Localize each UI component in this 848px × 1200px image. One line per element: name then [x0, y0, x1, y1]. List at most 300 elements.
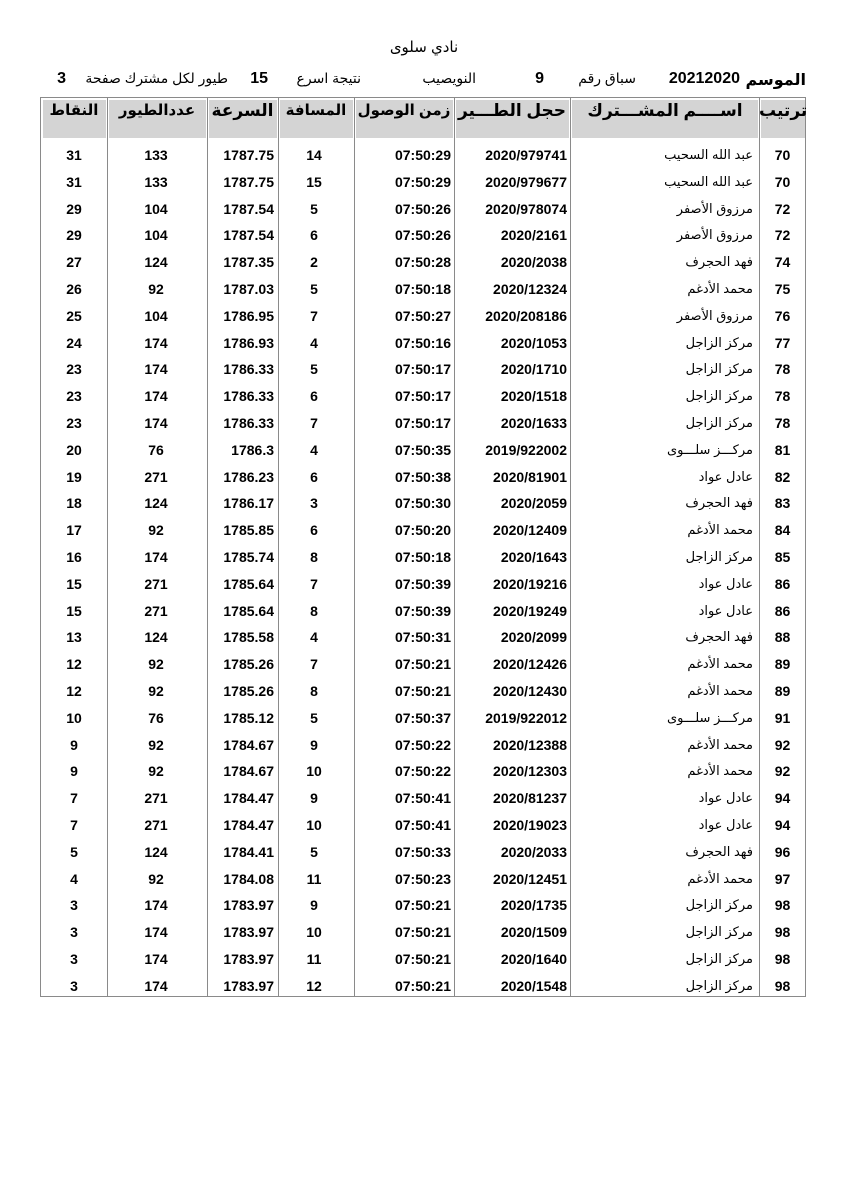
ring-number-cell: 2020/19249	[493, 602, 567, 619]
distance-cell: 8	[310, 602, 318, 619]
season-value: 20212020	[668, 70, 740, 87]
speed-cell: 1787.75	[223, 147, 274, 163]
member-name-cell: مرزوق الأصفر	[676, 227, 753, 243]
ring-number-cell: 2019/922002	[485, 441, 567, 458]
member-name-cell: عادل عواد	[698, 790, 753, 806]
arrival-time-cell: 07:50:17	[394, 388, 451, 405]
column-header-rank: ترتيب	[759, 101, 808, 120]
rank-cell: 91	[774, 709, 791, 726]
speed-cell: 1785.58	[223, 629, 274, 646]
speed-cell: 1786.23	[223, 468, 274, 485]
table-row	[41, 545, 807, 572]
speed-cell: 1785.26	[223, 656, 274, 673]
ring-number-cell: 2020/2033	[500, 843, 567, 860]
distance-cell: 7	[310, 575, 318, 592]
table-row	[41, 733, 807, 760]
speed-cell: 1787.54	[223, 227, 274, 244]
distance-cell: 4	[310, 334, 318, 351]
member-name-cell: مركـــز سلـــوى	[666, 441, 753, 457]
member-name-cell: عبد الله السحيب	[664, 173, 753, 189]
distance-cell: 6	[310, 227, 318, 244]
rank-cell: 81	[774, 441, 791, 458]
speed-cell: 1786.93	[223, 334, 274, 351]
speed-cell: 1784.08	[223, 870, 274, 887]
rank-cell: 72	[774, 200, 791, 217]
ring-number-cell: 2020/1710	[500, 361, 567, 378]
table-row	[41, 331, 807, 358]
column-header-ring: حجل الطـــير	[457, 101, 567, 120]
ring-number-cell: 2020/1518	[500, 388, 567, 405]
speed-cell: 1786.33	[223, 415, 274, 431]
race-name: النويصيب	[422, 70, 476, 86]
arrival-time-cell: 07:50:18	[394, 549, 451, 565]
member-name-cell: عادل عواد	[698, 602, 753, 618]
member-name-cell: فهد الحجرف	[685, 254, 753, 270]
distance-cell: 15	[306, 173, 322, 190]
race-number: 9	[535, 70, 544, 87]
ring-number-cell: 2020/208186	[485, 307, 567, 324]
rank-cell: 86	[774, 602, 791, 619]
speed-cell: 1785.85	[223, 522, 274, 539]
table-row	[41, 143, 807, 170]
distance-cell: 5	[310, 709, 318, 726]
ring-number-cell: 2020/2038	[500, 254, 567, 271]
ring-number-cell: 2019/922012	[485, 709, 567, 726]
rank-cell: 84	[774, 522, 791, 539]
table-row	[41, 625, 807, 652]
points-cell: 15	[66, 602, 82, 619]
member-name-cell: عادل عواد	[698, 468, 753, 484]
bird-count-cell: 104	[144, 227, 168, 244]
ring-number-cell: 2020/12303	[493, 763, 567, 780]
race-info-row	[40, 70, 806, 90]
points-cell: 4	[70, 870, 78, 887]
bird-count-cell: 174	[144, 415, 168, 431]
bird-count-cell: 124	[144, 254, 168, 271]
bird-count-cell: 124	[144, 495, 168, 512]
bird-count-cell: 124	[144, 629, 168, 646]
arrival-time-cell: 07:50:21	[394, 656, 451, 673]
speed-cell: 1787.03	[223, 281, 274, 297]
ring-number-cell: 2020/12426	[493, 656, 567, 673]
arrival-time-cell: 07:50:30	[394, 495, 451, 512]
column-header-member: اســــم المشـــترك	[587, 101, 743, 120]
member-name-cell: مرزوق الأصفر	[676, 307, 753, 323]
points-cell: 7	[70, 817, 78, 833]
arrival-time-cell: 07:50:27	[394, 307, 451, 324]
points-cell: 31	[66, 173, 82, 190]
ring-number-cell: 2020/19023	[493, 817, 567, 833]
table-row	[41, 679, 807, 706]
distance-cell: 10	[306, 924, 322, 941]
points-cell: 15	[66, 575, 82, 592]
distance-cell: 12	[306, 977, 322, 994]
distance-cell: 5	[310, 361, 318, 378]
points-cell: 23	[66, 361, 82, 378]
arrival-time-cell: 07:50:28	[394, 254, 451, 271]
member-name-cell: مركز الزاجل	[685, 415, 753, 430]
rank-cell: 94	[774, 817, 791, 833]
points-cell: 29	[66, 200, 82, 217]
rank-cell: 82	[774, 468, 791, 485]
points-cell: 26	[66, 281, 82, 297]
arrival-time-cell: 07:50:16	[394, 334, 451, 351]
member-name-cell: محمد الأدغم	[687, 656, 753, 672]
speed-cell: 1786.3	[231, 441, 274, 458]
member-name-cell: محمد الأدغم	[687, 522, 753, 538]
table-row	[41, 813, 807, 840]
table-row	[41, 170, 807, 197]
distance-cell: 7	[310, 656, 318, 673]
arrival-time-cell: 07:50:39	[394, 575, 451, 592]
points-cell: 13	[66, 629, 82, 646]
speed-cell: 1784.47	[223, 817, 274, 833]
arrival-time-cell: 07:50:20	[394, 522, 451, 539]
ring-number-cell: 2020/1643	[500, 549, 567, 565]
member-name-cell: مركـــز سلـــوى	[666, 709, 753, 725]
arrival-time-cell: 07:50:26	[394, 227, 451, 244]
bird-count-cell: 133	[144, 147, 168, 163]
points-cell: 9	[70, 763, 78, 780]
rank-cell: 94	[774, 790, 791, 807]
rank-cell: 98	[774, 924, 791, 941]
member-name-cell: مركز الزاجل	[685, 924, 753, 940]
arrival-time-cell: 07:50:41	[394, 817, 451, 833]
ring-number-cell: 2020/979677	[485, 173, 567, 190]
arrival-time-cell: 07:50:39	[394, 602, 451, 619]
table-row	[41, 920, 807, 947]
bird-count-cell: 174	[144, 361, 168, 378]
distance-cell: 4	[310, 629, 318, 646]
arrival-time-cell: 07:50:35	[394, 441, 451, 458]
points-cell: 12	[66, 683, 82, 699]
arrival-time-cell: 07:50:33	[394, 843, 451, 860]
arrival-time-cell: 07:50:21	[394, 924, 451, 941]
points-cell: 24	[66, 334, 82, 351]
arrival-time-cell: 07:50:21	[394, 977, 451, 994]
member-name-cell: عادل عواد	[698, 817, 753, 832]
distance-cell: 10	[306, 817, 322, 833]
ring-number-cell: 2020/1053	[500, 334, 567, 351]
rank-cell: 83	[774, 495, 791, 512]
rank-cell: 72	[774, 227, 791, 244]
column-header-distance: المسافة	[285, 102, 347, 119]
rank-cell: 88	[774, 629, 791, 646]
distance-cell: 9	[310, 790, 318, 807]
distance-cell: 6	[310, 522, 318, 539]
season-label: الموسم	[745, 72, 806, 89]
rank-cell: 92	[774, 736, 791, 753]
bird-count-cell: 133	[144, 173, 168, 190]
speed-cell: 1783.97	[223, 977, 274, 994]
table-row	[41, 947, 807, 974]
points-cell: 3	[70, 924, 78, 941]
distance-cell: 6	[310, 388, 318, 405]
table-row	[41, 652, 807, 679]
points-cell: 7	[70, 790, 78, 807]
table-row	[41, 411, 807, 438]
bird-count-cell: 76	[148, 441, 164, 458]
ring-number-cell: 2020/1640	[500, 951, 567, 967]
table-row	[41, 786, 807, 813]
member-name-cell: محمد الأدغم	[687, 763, 753, 779]
ring-number-cell: 2020/81901	[493, 468, 567, 485]
member-name-cell: فهد الحجرف	[685, 495, 753, 511]
bird-count-cell: 174	[144, 388, 168, 405]
arrival-time-cell: 07:50:22	[394, 763, 451, 780]
ring-number-cell: 2020/12324	[493, 281, 567, 297]
bird-count-cell: 174	[144, 924, 168, 941]
member-name-cell: مرزوق الأصفر	[676, 200, 753, 216]
table-row	[41, 491, 807, 518]
ring-number-cell: 2020/2099	[500, 629, 567, 646]
rank-cell: 92	[774, 763, 791, 780]
distance-cell: 11	[306, 951, 322, 967]
rank-cell: 78	[774, 361, 791, 378]
distance-cell: 14	[306, 147, 322, 163]
bird-count-cell: 76	[148, 709, 164, 726]
distance-cell: 4	[310, 441, 318, 458]
points-cell: 31	[66, 147, 82, 163]
ring-number-cell: 2020/978074	[485, 200, 567, 217]
rank-cell: 70	[774, 173, 791, 190]
distance-cell: 5	[310, 200, 318, 217]
table-row	[41, 223, 807, 250]
points-cell: 18	[66, 495, 82, 512]
member-name-cell: محمد الأدغم	[687, 870, 753, 886]
table-row	[41, 438, 807, 465]
rank-cell: 98	[774, 977, 791, 994]
member-name-cell: مركز الزاجل	[685, 951, 753, 966]
table-row	[41, 465, 807, 492]
points-cell: 3	[70, 897, 78, 914]
speed-cell: 1784.47	[223, 790, 274, 807]
bird-count-cell: 92	[148, 763, 164, 780]
distance-cell: 9	[310, 736, 318, 753]
points-cell: 10	[66, 709, 82, 726]
ring-number-cell: 2020/1548	[500, 977, 567, 994]
table-row	[41, 974, 807, 1001]
rank-cell: 97	[774, 870, 791, 887]
rank-cell: 78	[774, 388, 791, 405]
ring-number-cell: 2020/81237	[493, 790, 567, 807]
member-name-cell: عادل عواد	[698, 575, 753, 591]
bird-count-cell: 92	[148, 683, 164, 699]
member-name-cell: عبد الله السحيب	[664, 147, 753, 162]
distance-cell: 2	[310, 254, 318, 271]
table-row	[41, 840, 807, 867]
speed-cell: 1785.12	[223, 709, 274, 726]
arrival-time-cell: 07:50:21	[394, 897, 451, 914]
distance-cell: 5	[310, 843, 318, 860]
table-row	[41, 893, 807, 920]
points-cell: 25	[66, 307, 82, 324]
ring-number-cell: 2020/2161	[500, 227, 567, 244]
distance-cell: 9	[310, 897, 318, 914]
ring-number-cell: 2020/12451	[493, 870, 567, 887]
speed-cell: 1783.97	[223, 924, 274, 941]
speed-cell: 1784.41	[223, 843, 274, 860]
rank-cell: 89	[774, 656, 791, 673]
results-table	[40, 97, 806, 997]
race-label: سباق رقم	[578, 70, 636, 86]
speed-cell: 1787.75	[223, 173, 274, 190]
bird-count-cell: 92	[148, 736, 164, 753]
rank-cell: 86	[774, 575, 791, 592]
rank-cell: 98	[774, 951, 791, 967]
speed-cell: 1786.33	[223, 361, 274, 378]
speed-cell: 1784.67	[223, 763, 274, 780]
table-row	[41, 706, 807, 733]
ring-number-cell: 2020/2059	[500, 495, 567, 512]
arrival-time-cell: 07:50:41	[394, 790, 451, 807]
speed-cell: 1783.97	[223, 897, 274, 914]
speed-cell: 1783.97	[223, 951, 274, 967]
club-name: نادي سلوى	[389, 39, 459, 56]
member-name-cell: فهد الحجرف	[685, 629, 753, 645]
points-cell: 23	[66, 388, 82, 405]
arrival-time-cell: 07:50:29	[394, 173, 451, 190]
arrival-time-cell: 07:50:29	[394, 147, 451, 163]
rank-cell: 98	[774, 897, 791, 914]
bird-count-cell: 174	[144, 549, 168, 565]
arrival-time-cell: 07:50:22	[394, 736, 451, 753]
points-cell: 9	[70, 736, 78, 753]
bird-count-cell: 124	[144, 843, 168, 860]
column-header-arrival: زمن الوصول	[357, 102, 451, 119]
speed-cell: 1786.17	[223, 495, 274, 512]
arrival-time-cell: 07:50:18	[394, 281, 451, 297]
bird-count-cell: 92	[148, 522, 164, 539]
table-row	[41, 250, 807, 277]
member-name-cell: محمد الأدغم	[687, 281, 753, 296]
column-header-birds: عددالطيور	[118, 102, 196, 119]
arrival-time-cell: 07:50:37	[394, 709, 451, 726]
table-row	[41, 867, 807, 894]
distance-cell: 3	[310, 495, 318, 512]
speed-cell: 1785.64	[223, 602, 274, 619]
arrival-time-cell: 07:50:17	[394, 361, 451, 378]
distance-cell: 6	[310, 468, 318, 485]
ring-number-cell: 2020/1633	[500, 415, 567, 431]
ring-number-cell: 2020/979741	[485, 147, 567, 163]
speed-cell: 1787.35	[223, 254, 274, 271]
arrival-time-cell: 07:50:21	[394, 951, 451, 967]
points-cell: 29	[66, 227, 82, 244]
ring-number-cell: 2020/12388	[493, 736, 567, 753]
distance-cell: 8	[310, 549, 318, 565]
rank-cell: 85	[774, 549, 791, 565]
member-name-cell: مركز الزاجل	[685, 977, 753, 993]
speed-cell: 1786.33	[223, 388, 274, 405]
points-cell: 19	[66, 468, 82, 485]
rank-cell: 77	[774, 334, 791, 351]
member-name-cell: مركز الزاجل	[685, 388, 753, 404]
points-cell: 3	[70, 977, 78, 994]
bird-count-cell: 174	[144, 951, 168, 967]
table-row	[41, 384, 807, 411]
member-name-cell: محمد الأدغم	[687, 736, 753, 752]
bird-count-cell: 92	[148, 870, 164, 887]
rank-cell: 74	[774, 254, 791, 271]
arrival-time-cell: 07:50:21	[394, 683, 451, 699]
rank-cell: 89	[774, 683, 791, 699]
speed-cell: 1784.67	[223, 736, 274, 753]
speed-cell: 1785.26	[223, 683, 274, 699]
ring-number-cell: 2020/19216	[493, 575, 567, 592]
distance-cell: 8	[310, 683, 318, 699]
points-cell: 23	[66, 415, 82, 431]
points-cell: 5	[70, 843, 78, 860]
per-member-label: طيور لكل مشترك صفحة	[85, 70, 228, 86]
speed-cell: 1785.64	[223, 575, 274, 592]
column-header-points: النقاط	[49, 102, 99, 119]
table-row	[41, 357, 807, 384]
bird-count-cell: 271	[144, 575, 168, 592]
member-name-cell: مركز الزاجل	[685, 897, 753, 913]
table-row	[41, 518, 807, 545]
rank-cell: 78	[774, 415, 791, 431]
speed-cell: 1786.95	[223, 307, 274, 324]
bird-count-cell: 174	[144, 897, 168, 914]
bird-count-cell: 104	[144, 200, 168, 217]
table-row	[41, 759, 807, 786]
bird-count-cell: 104	[144, 307, 168, 324]
arrival-time-cell: 07:50:26	[394, 200, 451, 217]
ring-number-cell: 2020/1735	[500, 897, 567, 914]
bird-count-cell: 92	[148, 281, 164, 297]
speed-cell: 1787.54	[223, 200, 274, 217]
distance-cell: 11	[306, 870, 322, 887]
column-header-speed: السرعة	[211, 101, 274, 120]
points-cell: 16	[66, 549, 82, 565]
bird-count-cell: 271	[144, 602, 168, 619]
rank-cell: 96	[774, 843, 791, 860]
table-row	[41, 197, 807, 224]
ring-number-cell: 2020/1509	[500, 924, 567, 941]
ring-number-cell: 2020/12409	[493, 522, 567, 539]
distance-cell: 10	[306, 763, 322, 780]
arrival-time-cell: 07:50:31	[394, 629, 451, 646]
page-number: 3	[57, 70, 66, 87]
arrival-time-cell: 07:50:23	[394, 870, 451, 887]
points-cell: 17	[66, 522, 82, 539]
member-name-cell: مركز الزاجل	[685, 549, 753, 564]
member-name-cell: مركز الزاجل	[685, 334, 753, 350]
member-name-cell: محمد الأدغم	[687, 683, 753, 698]
points-cell: 27	[66, 254, 82, 271]
arrival-time-cell: 07:50:38	[394, 468, 451, 485]
arrival-time-cell: 07:50:17	[394, 415, 451, 431]
table-row	[41, 572, 807, 599]
distance-cell: 5	[310, 281, 318, 297]
ring-number-cell: 2020/12430	[493, 683, 567, 699]
points-cell: 20	[66, 441, 82, 458]
bird-count-cell: 271	[144, 468, 168, 485]
rank-cell: 70	[774, 147, 791, 163]
bird-count-cell: 92	[148, 656, 164, 673]
member-name-cell: فهد الحجرف	[685, 843, 753, 859]
points-cell: 3	[70, 951, 78, 967]
points-cell: 12	[66, 656, 82, 673]
fastest-label: نتيجة اسرع	[296, 70, 361, 86]
fastest-value: 15	[250, 70, 268, 87]
table-row	[41, 304, 807, 331]
table-row	[41, 599, 807, 626]
bird-count-cell: 174	[144, 977, 168, 994]
distance-cell: 7	[310, 307, 318, 324]
bird-count-cell: 174	[144, 334, 168, 351]
